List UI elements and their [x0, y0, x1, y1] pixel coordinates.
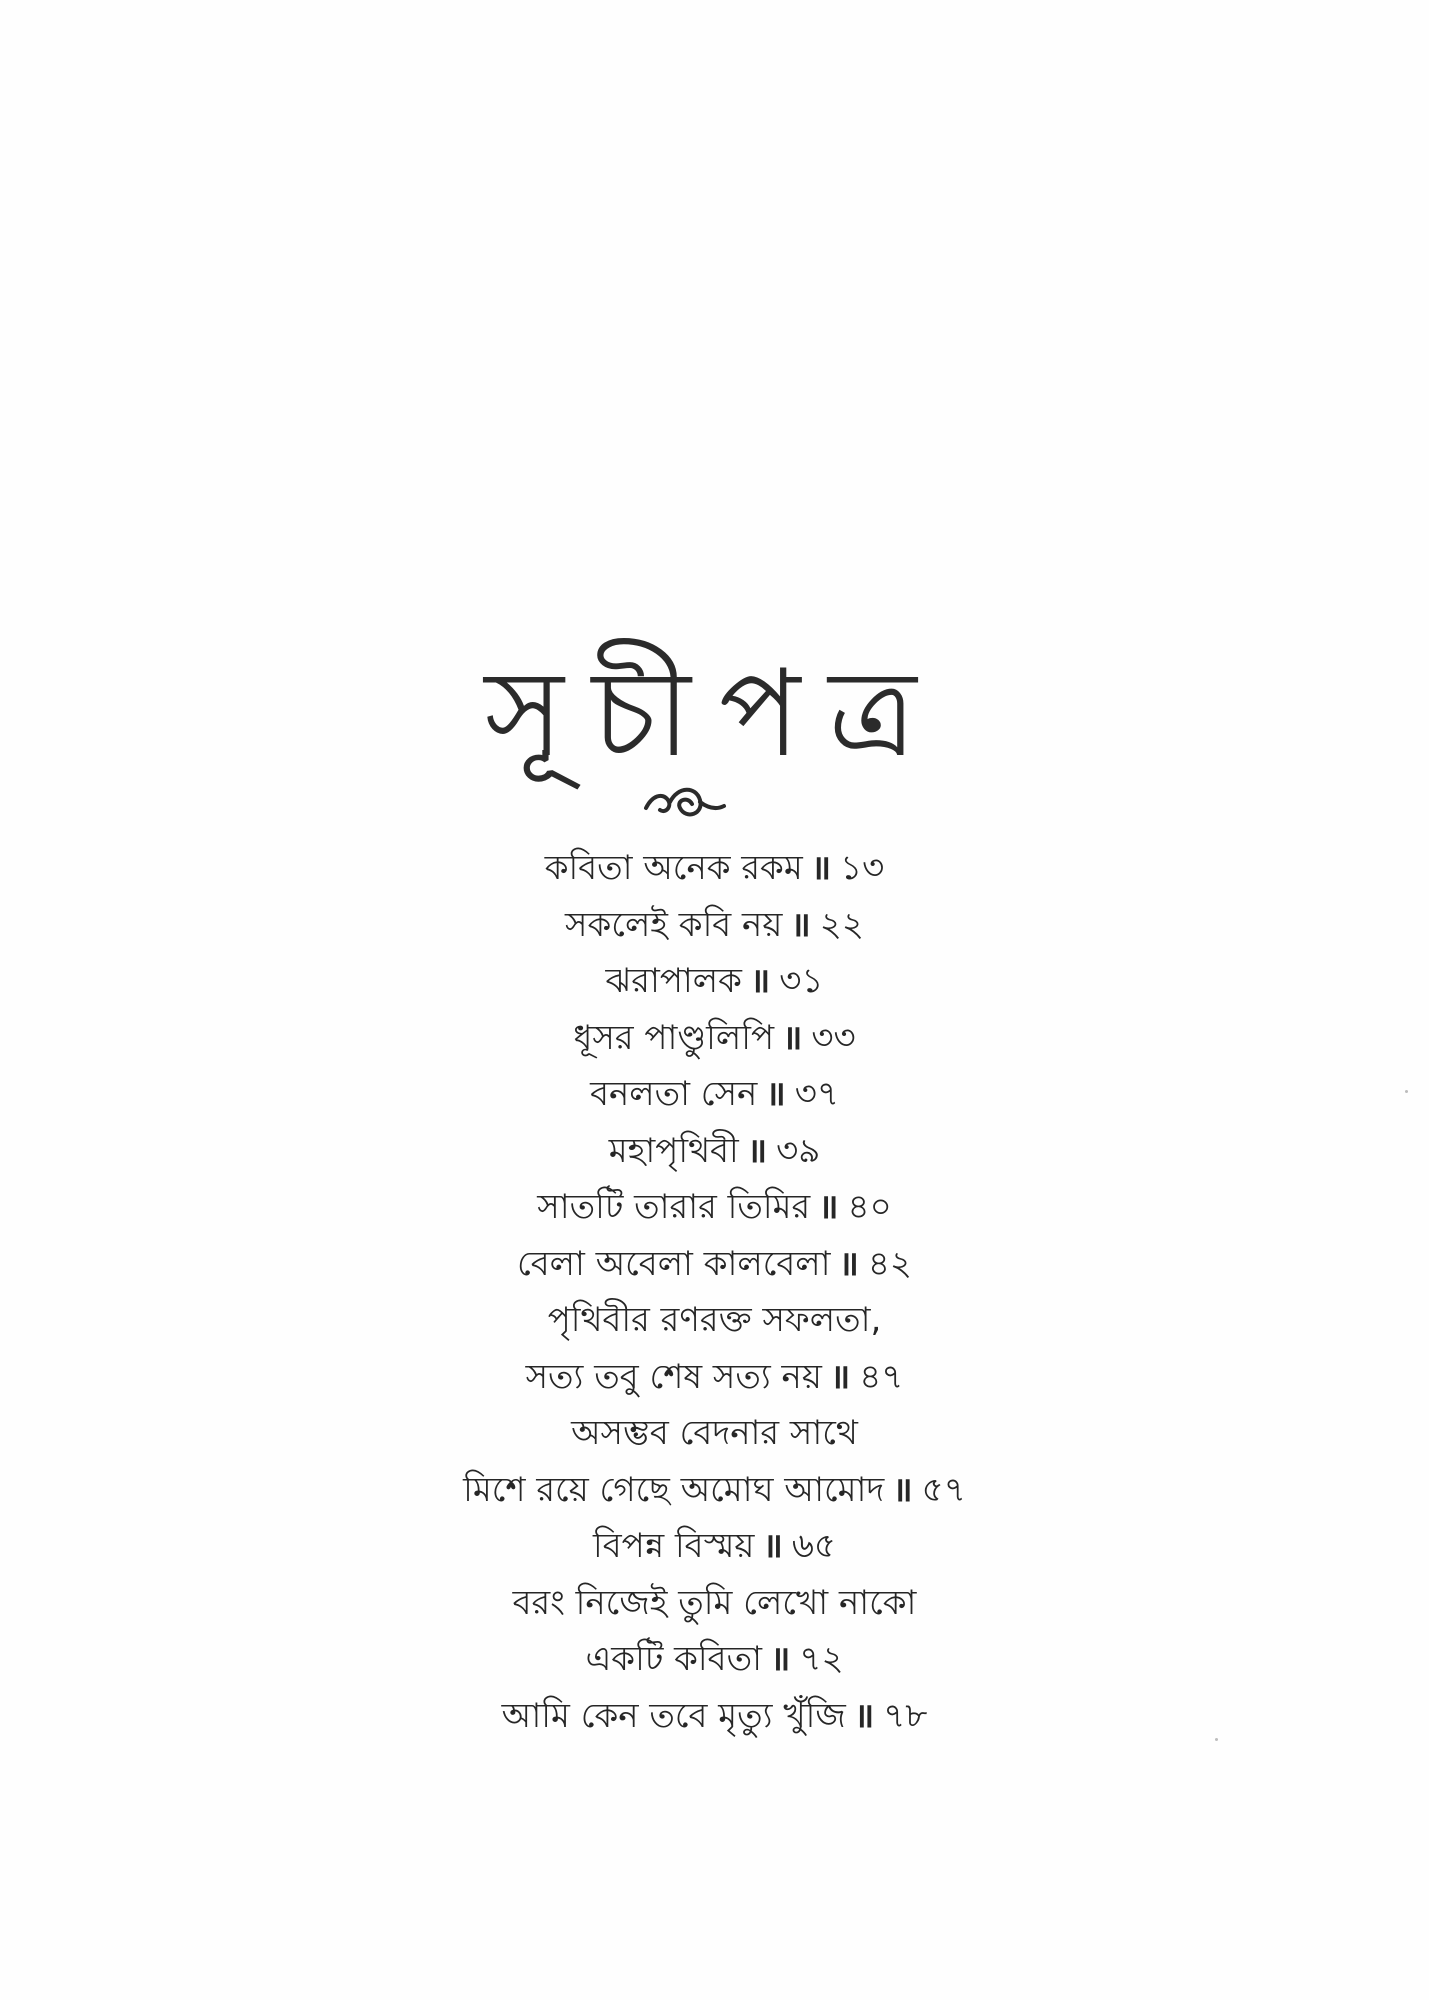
toc-entry-title: পৃথিবীর রণরক্ত সফলতা,	[547, 1300, 882, 1340]
page-title: সূচীপত্র	[484, 645, 945, 784]
speck	[1405, 1090, 1408, 1093]
toc-page-number: ৩১	[779, 961, 824, 1001]
toc-entry-title: অসম্ভব বেদনার সাথে	[571, 1413, 858, 1453]
toc-line	[0, 1405, 1429, 1462]
toc-line	[0, 1292, 1429, 1349]
toc-entry-title: সত্য তবু শেষ সত্য নয়	[525, 1356, 822, 1397]
toc-page-number: ৪৭	[859, 1356, 904, 1397]
toc-line	[0, 1518, 1429, 1575]
table-of-contents	[0, 840, 1429, 1744]
speck	[1215, 1738, 1218, 1741]
toc-page-number: ৭৮	[883, 1695, 928, 1736]
toc-line	[0, 1462, 1429, 1519]
toc-line	[0, 1010, 1429, 1067]
toc-line	[0, 953, 1429, 1010]
toc-separator: ॥	[790, 904, 810, 945]
toc-separator: ॥	[892, 1469, 912, 1510]
toc-page-number: ৪০	[847, 1187, 892, 1227]
toc-entry-title: কবিতা অনেক রকম	[544, 848, 803, 888]
toc-line	[0, 897, 1429, 954]
toc-entry-title: আমি কেন তবে মৃত্যু খুঁজি	[501, 1695, 846, 1736]
toc-line	[0, 1631, 1429, 1688]
toc-line	[0, 1236, 1429, 1293]
toc-separator: ॥	[838, 1243, 858, 1284]
toc-separator: ॥	[829, 1356, 850, 1397]
toc-entry-title: বেলা অবেলা কালবেলা	[516, 1243, 831, 1284]
toc-line	[0, 1179, 1429, 1236]
toc-separator: ॥	[765, 1074, 785, 1114]
toc-page-number: ৩৩	[811, 1017, 856, 1058]
toc-separator: ॥	[749, 961, 770, 1001]
toc-line	[0, 1575, 1429, 1632]
toc-page-number: ৫৭	[921, 1469, 966, 1510]
toc-entry-title: ঝরাপালক	[605, 961, 742, 1001]
toc-separator: ॥	[769, 1639, 790, 1679]
toc-entry-title: ধূসর পাণ্ডুলিপি	[573, 1017, 775, 1058]
toc-page-number: ২২	[819, 904, 864, 945]
toc-entry-title: মিশে রয়ে গেছে অমোঘ আমোদ	[463, 1469, 885, 1510]
toc-separator: ॥	[746, 1130, 767, 1171]
toc-entry-title: মহাপৃথিবী	[608, 1130, 739, 1171]
toc-entry-title: বিপন্ন বিস্ময়	[593, 1526, 755, 1566]
toc-entry-title: সাতটি তারার তিমির	[537, 1187, 811, 1227]
toc-page-number: ৩৯	[776, 1130, 821, 1171]
toc-page-number: ৩৭	[794, 1074, 839, 1114]
toc-entry-title: বনলতা সেন	[590, 1074, 758, 1114]
toc-line	[0, 1688, 1429, 1745]
ornament-icon	[640, 778, 730, 828]
toc-entry-title: সকলেই কবি নয়	[565, 904, 783, 945]
toc-entry-title: বরং নিজেই তুমি লেখো নাকো	[512, 1582, 917, 1623]
toc-line	[0, 1066, 1429, 1123]
toc-separator: ॥	[818, 1187, 838, 1227]
toc-page-number: ৪২	[867, 1243, 913, 1284]
toc-page-number: ৬৫	[791, 1526, 836, 1566]
toc-separator: ॥	[853, 1695, 874, 1736]
toc-separator: ॥	[810, 848, 831, 888]
toc-separator: ॥	[782, 1017, 802, 1058]
toc-line	[0, 1123, 1429, 1180]
toc-page-number: ৭২	[799, 1639, 844, 1679]
toc-page-number: ১৩	[840, 848, 885, 888]
toc-entry-title: একটি কবিতা	[585, 1639, 762, 1679]
toc-line	[0, 840, 1429, 897]
toc-line	[0, 1349, 1429, 1406]
toc-separator: ॥	[762, 1526, 782, 1566]
